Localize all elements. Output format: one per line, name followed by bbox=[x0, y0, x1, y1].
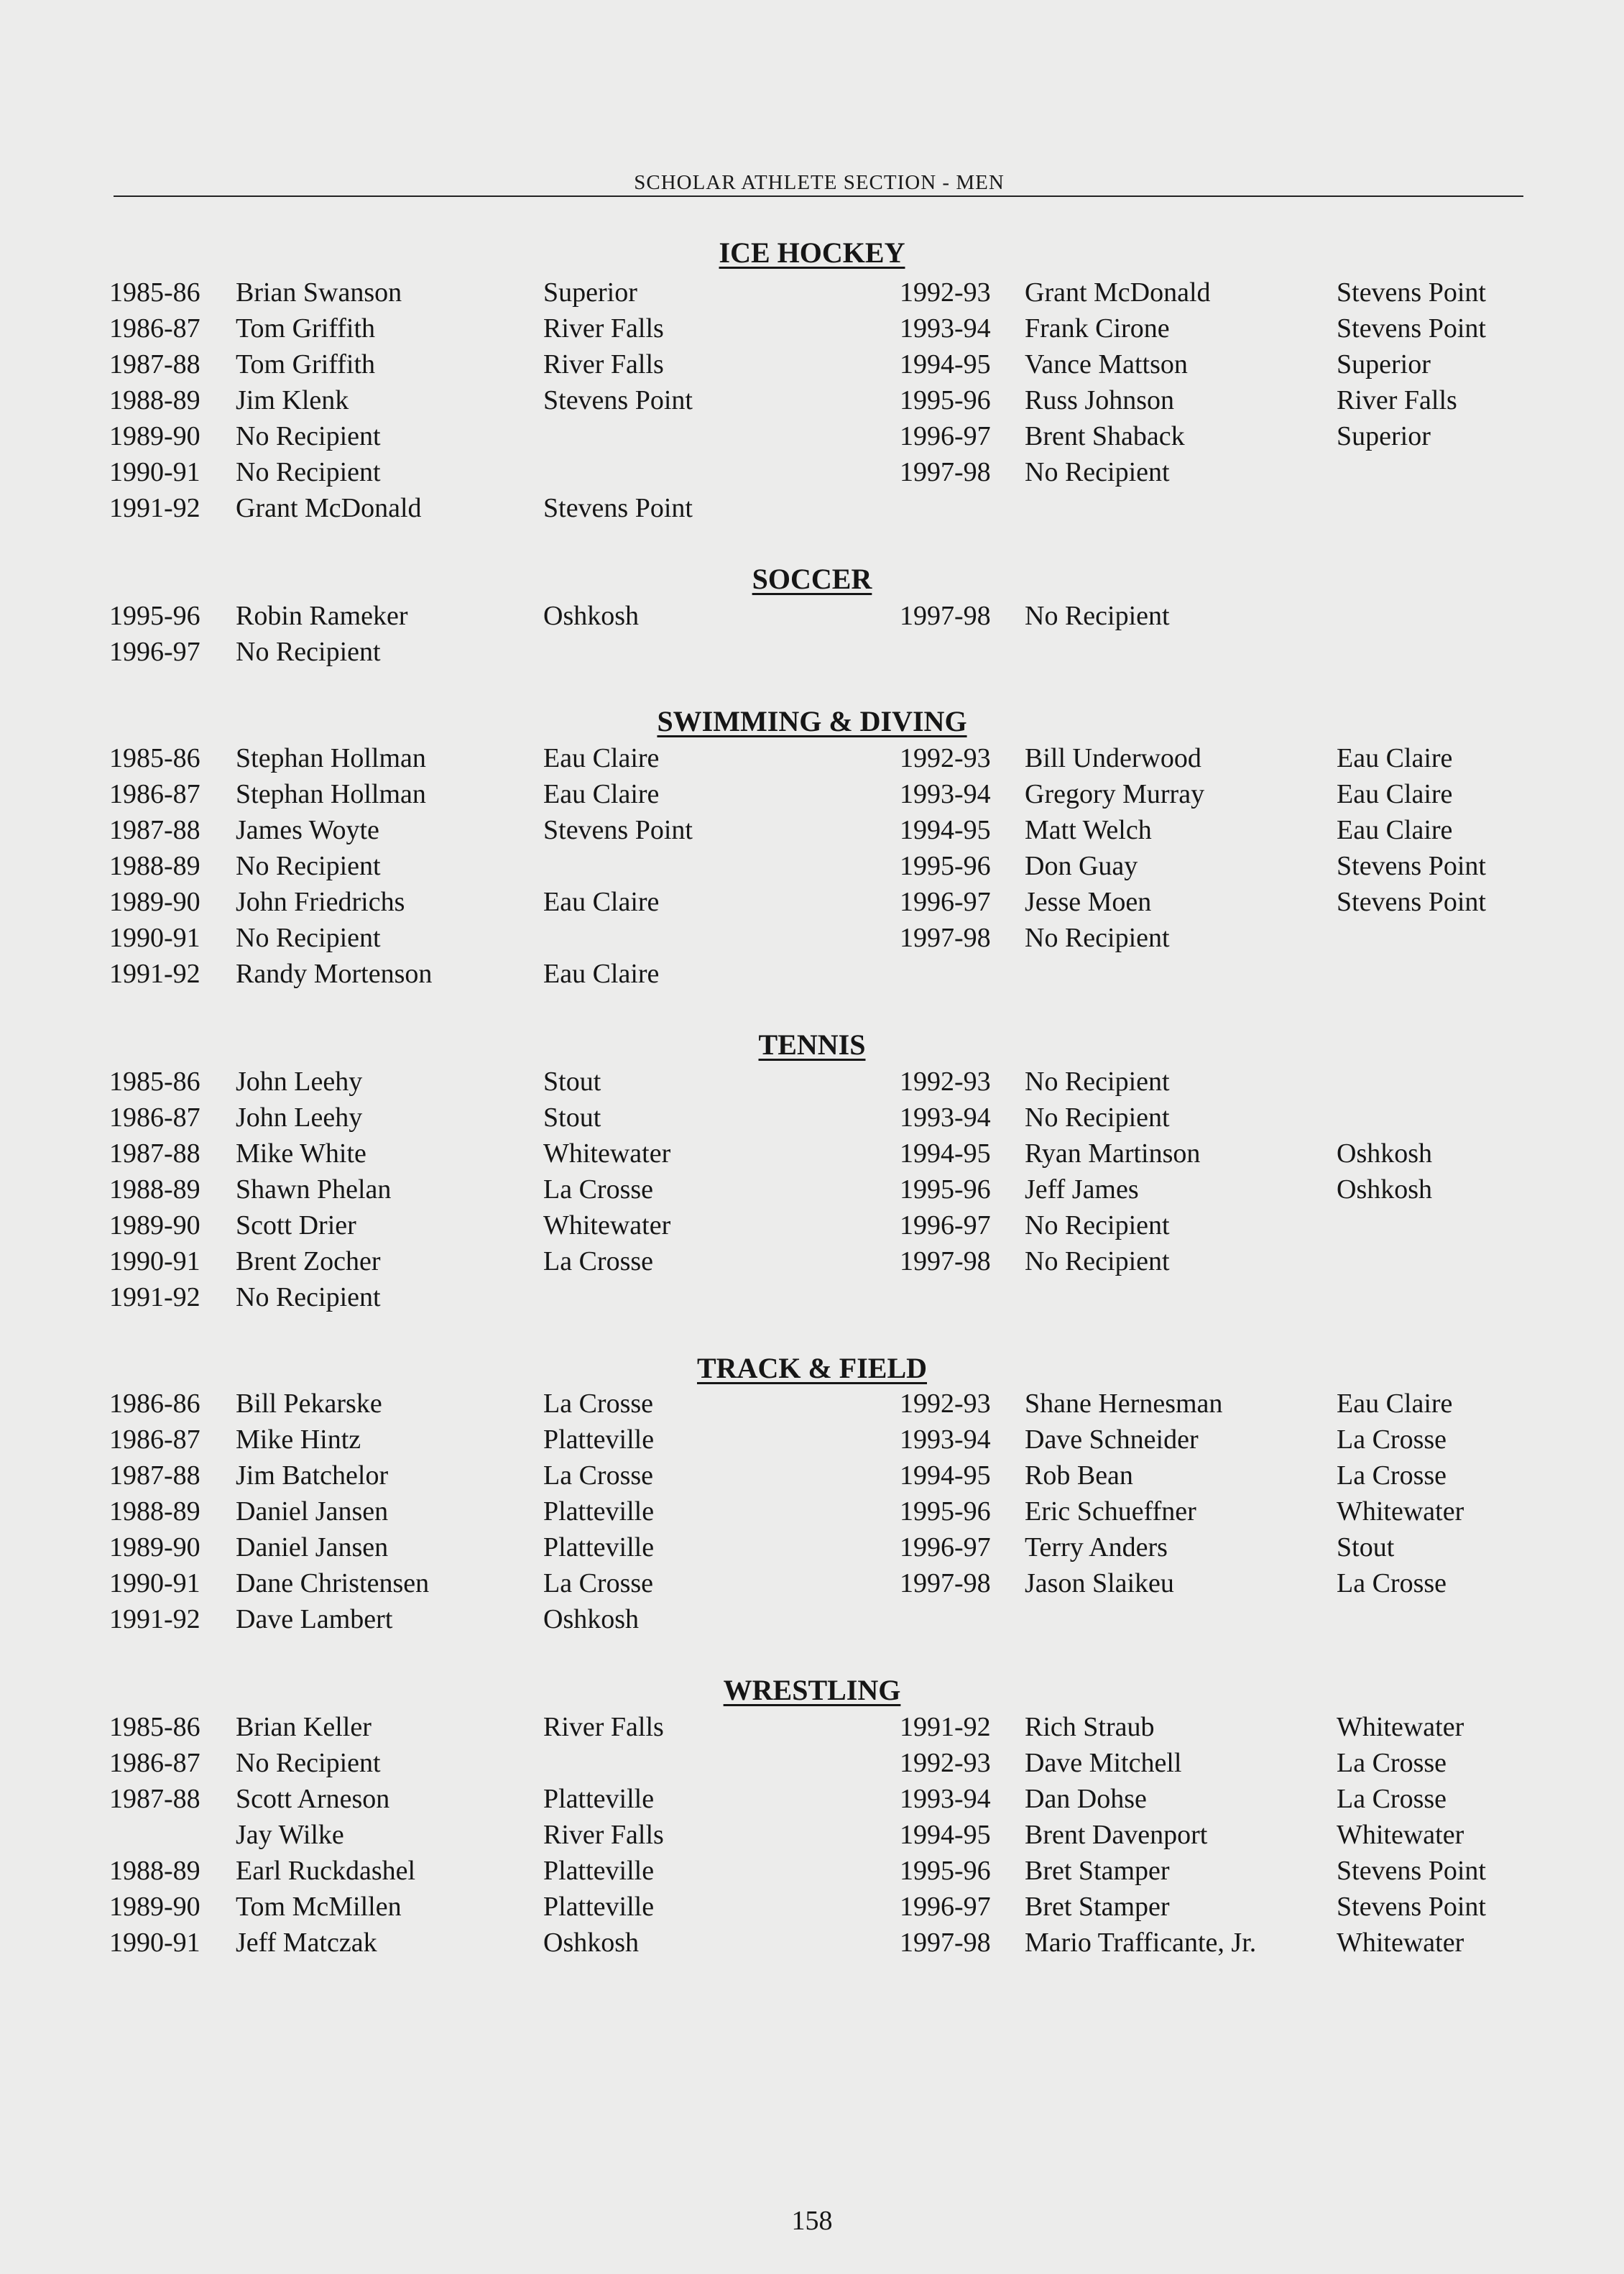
award-school: Oshkosh bbox=[1337, 1138, 1433, 1169]
award-name: Matt Welch bbox=[1025, 815, 1152, 845]
award-name: John Leehy bbox=[236, 1103, 363, 1133]
section-title-swimming-diving: SWIMMING & DIVING bbox=[657, 705, 967, 737]
award-name: Rob Bean bbox=[1025, 1460, 1133, 1491]
award-school: River Falls bbox=[543, 349, 664, 379]
award-year: 1995-96 bbox=[900, 1174, 991, 1205]
award-year: 1988-89 bbox=[109, 1496, 200, 1527]
award-name: Grant McDonald bbox=[1025, 277, 1211, 308]
award-year: 1988-89 bbox=[109, 851, 200, 881]
award-year: 1992-93 bbox=[900, 1067, 991, 1097]
section-title-soccer: SOCCER bbox=[752, 563, 872, 595]
award-year: 1994-95 bbox=[900, 815, 991, 845]
award-year: 1994-95 bbox=[900, 349, 991, 379]
section-title-track-field: TRACK & FIELD bbox=[696, 1352, 928, 1384]
award-school: Platteville bbox=[543, 1424, 655, 1455]
award-name: Dave Lambert bbox=[236, 1604, 393, 1634]
award-name: No Recipient bbox=[236, 851, 381, 881]
award-school: River Falls bbox=[543, 1820, 664, 1850]
award-year: 1988-89 bbox=[109, 385, 200, 415]
award-year: 1997-98 bbox=[900, 601, 991, 631]
award-school: Stout bbox=[1337, 1532, 1395, 1562]
award-year: 1993-94 bbox=[900, 779, 991, 809]
award-name: Shane Hernesman bbox=[1025, 1389, 1223, 1419]
award-name: No Recipient bbox=[1025, 923, 1170, 953]
header-rule bbox=[114, 195, 1523, 197]
award-year: 1990-91 bbox=[109, 457, 200, 487]
award-school: Stout bbox=[543, 1103, 601, 1133]
award-year: 1985-86 bbox=[109, 743, 200, 773]
award-year: 1996-97 bbox=[900, 421, 991, 451]
award-name: No Recipient bbox=[236, 1748, 381, 1778]
award-year: 1987-88 bbox=[109, 1460, 200, 1491]
award-school: Whitewater bbox=[543, 1210, 671, 1240]
award-name: Shawn Phelan bbox=[236, 1174, 392, 1205]
award-name: Brent Davenport bbox=[1025, 1820, 1208, 1850]
award-name: Tom Griffith bbox=[236, 349, 376, 379]
section-title-tennis: TENNIS bbox=[758, 1028, 866, 1061]
award-year: 1987-88 bbox=[109, 1138, 200, 1169]
award-school: Stevens Point bbox=[543, 815, 693, 845]
award-name: Brian Keller bbox=[236, 1712, 372, 1742]
award-school: Stevens Point bbox=[1337, 313, 1486, 344]
award-school: Platteville bbox=[543, 1892, 655, 1922]
award-year: 1993-94 bbox=[900, 313, 991, 344]
award-year: 1995-96 bbox=[900, 851, 991, 881]
award-year: 1996-97 bbox=[900, 1210, 991, 1240]
award-school: La Crosse bbox=[543, 1568, 654, 1598]
award-year: 1993-94 bbox=[900, 1784, 991, 1814]
award-name: Vance Mattson bbox=[1025, 349, 1188, 379]
award-name: Terry Anders bbox=[1025, 1532, 1168, 1562]
award-name: Scott Arneson bbox=[236, 1784, 390, 1814]
award-year: 1997-98 bbox=[900, 1246, 991, 1276]
award-year: 1989-90 bbox=[109, 1892, 200, 1922]
award-year: 1991-92 bbox=[109, 959, 200, 989]
award-name: Mike Hintz bbox=[236, 1424, 361, 1455]
award-school: Superior bbox=[1337, 349, 1431, 379]
award-year: 1986-87 bbox=[109, 313, 200, 344]
award-school: River Falls bbox=[543, 1712, 664, 1742]
award-school: Oshkosh bbox=[543, 1604, 640, 1634]
award-name: Dave Mitchell bbox=[1025, 1748, 1182, 1778]
award-year: 1994-95 bbox=[900, 1460, 991, 1491]
award-school: Eau Claire bbox=[1337, 743, 1453, 773]
award-year: 1990-91 bbox=[109, 1928, 200, 1958]
award-year: 1995-96 bbox=[900, 1496, 991, 1527]
award-school: Stevens Point bbox=[543, 493, 693, 523]
award-school: Eau Claire bbox=[1337, 779, 1453, 809]
award-name: Dave Schneider bbox=[1025, 1424, 1199, 1455]
award-school: River Falls bbox=[1337, 385, 1457, 415]
award-year: 1991-92 bbox=[109, 1282, 200, 1312]
award-school: Eau Claire bbox=[543, 779, 660, 809]
award-name: Mike White bbox=[236, 1138, 366, 1169]
award-school: Platteville bbox=[543, 1496, 655, 1527]
award-year: 1991-92 bbox=[109, 1604, 200, 1634]
award-name: No Recipient bbox=[236, 421, 381, 451]
award-year: 1989-90 bbox=[109, 887, 200, 917]
running-head: SCHOLAR ATHLETE SECTION - MEN bbox=[634, 171, 1005, 194]
award-year: 1988-89 bbox=[109, 1174, 200, 1205]
award-school: Superior bbox=[1337, 421, 1431, 451]
award-name: Bill Pekarske bbox=[236, 1389, 382, 1419]
award-school: La Crosse bbox=[1337, 1568, 1447, 1598]
award-year: 1996-97 bbox=[109, 637, 200, 667]
award-name: Brent Shaback bbox=[1025, 421, 1185, 451]
award-name: Brent Zocher bbox=[236, 1246, 381, 1276]
award-school: Platteville bbox=[543, 1532, 655, 1562]
award-year: 1989-90 bbox=[109, 1532, 200, 1562]
award-school: La Crosse bbox=[1337, 1460, 1447, 1491]
award-year: 1995-96 bbox=[900, 1856, 991, 1886]
award-name: No Recipient bbox=[236, 923, 381, 953]
award-year: 1986-87 bbox=[109, 1748, 200, 1778]
award-name: Dane Christensen bbox=[236, 1568, 430, 1598]
award-school: Stevens Point bbox=[1337, 887, 1486, 917]
award-name: Russ Johnson bbox=[1025, 385, 1174, 415]
award-school: Oshkosh bbox=[543, 1928, 640, 1958]
award-year: 1987-88 bbox=[109, 349, 200, 379]
award-name: Gregory Murray bbox=[1025, 779, 1205, 809]
award-name: Eric Schueffner bbox=[1025, 1496, 1196, 1527]
award-year: 1986-87 bbox=[109, 1103, 200, 1133]
award-school: La Crosse bbox=[543, 1460, 654, 1491]
award-name: Jeff Matczak bbox=[236, 1928, 377, 1958]
award-year: 1994-95 bbox=[900, 1138, 991, 1169]
award-name: Stephan Hollman bbox=[236, 779, 426, 809]
award-school: Stevens Point bbox=[1337, 1856, 1486, 1886]
award-year: 1997-98 bbox=[900, 457, 991, 487]
award-name: Ryan Martinson bbox=[1025, 1138, 1201, 1169]
award-year: 1995-96 bbox=[900, 385, 991, 415]
award-school: Platteville bbox=[543, 1784, 655, 1814]
award-year: 1988-89 bbox=[109, 1856, 200, 1886]
award-name: Tom Griffith bbox=[236, 313, 376, 344]
award-name: No Recipient bbox=[1025, 601, 1170, 631]
award-name: Dan Dohse bbox=[1025, 1784, 1147, 1814]
award-school: La Crosse bbox=[543, 1246, 654, 1276]
award-year: 1997-98 bbox=[900, 923, 991, 953]
award-name: No Recipient bbox=[236, 457, 381, 487]
award-year: 1986-87 bbox=[109, 1424, 200, 1455]
award-school: Whitewater bbox=[543, 1138, 671, 1169]
award-school: Oshkosh bbox=[543, 601, 640, 631]
award-school: La Crosse bbox=[543, 1389, 654, 1419]
award-school: Oshkosh bbox=[1337, 1174, 1433, 1205]
award-year: 1986-86 bbox=[109, 1389, 200, 1419]
award-school: Stevens Point bbox=[543, 385, 693, 415]
award-year: 1994-95 bbox=[900, 1820, 991, 1850]
award-school: Eau Claire bbox=[1337, 815, 1453, 845]
award-year: 1996-97 bbox=[900, 887, 991, 917]
award-year: 1985-86 bbox=[109, 277, 200, 308]
award-school: Stevens Point bbox=[1337, 1892, 1486, 1922]
award-name: Tom McMillen bbox=[236, 1892, 402, 1922]
award-name: Mario Trafficante, Jr. bbox=[1025, 1928, 1257, 1958]
award-year: 1990-91 bbox=[109, 1246, 200, 1276]
section-title-ice-hockey: ICE HOCKEY bbox=[719, 236, 905, 269]
award-name: Stephan Hollman bbox=[236, 743, 426, 773]
award-year: 1985-86 bbox=[109, 1712, 200, 1742]
award-name: Jason Slaikeu bbox=[1025, 1568, 1174, 1598]
award-year: 1996-97 bbox=[900, 1532, 991, 1562]
award-name: Daniel Jansen bbox=[236, 1532, 389, 1562]
award-name: Rich Straub bbox=[1025, 1712, 1155, 1742]
award-year: 1991-92 bbox=[109, 493, 200, 523]
award-name: Robin Rameker bbox=[236, 601, 408, 631]
award-school: Superior bbox=[543, 277, 637, 308]
award-name: No Recipient bbox=[1025, 1210, 1170, 1240]
award-year: 1990-91 bbox=[109, 923, 200, 953]
award-name: John Leehy bbox=[236, 1067, 363, 1097]
award-name: Don Guay bbox=[1025, 851, 1138, 881]
award-year: 1990-91 bbox=[109, 1568, 200, 1598]
award-school: La Crosse bbox=[1337, 1424, 1447, 1455]
award-name: No Recipient bbox=[1025, 1246, 1170, 1276]
award-name: John Friedrichs bbox=[236, 887, 405, 917]
award-school: Platteville bbox=[543, 1856, 655, 1886]
award-year: 1985-86 bbox=[109, 1067, 200, 1097]
award-name: Bret Stamper bbox=[1025, 1892, 1170, 1922]
award-name: Scott Drier bbox=[236, 1210, 356, 1240]
award-year: 1993-94 bbox=[900, 1424, 991, 1455]
award-year: 1993-94 bbox=[900, 1103, 991, 1133]
award-school: Stevens Point bbox=[1337, 277, 1486, 308]
award-year: 1987-88 bbox=[109, 815, 200, 845]
award-school: Eau Claire bbox=[543, 887, 660, 917]
page-number: 158 bbox=[791, 2206, 833, 2236]
award-name: Jim Klenk bbox=[236, 385, 349, 415]
award-name: James Woyte bbox=[236, 815, 379, 845]
award-school: Whitewater bbox=[1337, 1928, 1464, 1958]
award-name: Jesse Moen bbox=[1025, 887, 1152, 917]
award-school: Eau Claire bbox=[1337, 1389, 1453, 1419]
award-name: No Recipient bbox=[1025, 1103, 1170, 1133]
award-year: 1992-93 bbox=[900, 743, 991, 773]
award-year: 1989-90 bbox=[109, 421, 200, 451]
award-year: 1995-96 bbox=[109, 601, 200, 631]
award-school: Stevens Point bbox=[1337, 851, 1486, 881]
award-year: 1991-92 bbox=[900, 1712, 991, 1742]
award-name: Bret Stamper bbox=[1025, 1856, 1170, 1886]
award-year: 1997-98 bbox=[900, 1928, 991, 1958]
award-year: 1987-88 bbox=[109, 1784, 200, 1814]
award-year: 1986-87 bbox=[109, 779, 200, 809]
award-name: Jeff James bbox=[1025, 1174, 1139, 1205]
award-school: Whitewater bbox=[1337, 1496, 1464, 1527]
award-name: Bill Underwood bbox=[1025, 743, 1201, 773]
award-school: La Crosse bbox=[1337, 1748, 1447, 1778]
award-school: Whitewater bbox=[1337, 1820, 1464, 1850]
award-school: La Crosse bbox=[1337, 1784, 1447, 1814]
award-name: No Recipient bbox=[1025, 457, 1170, 487]
award-school: Whitewater bbox=[1337, 1712, 1464, 1742]
award-school: Stout bbox=[543, 1067, 601, 1097]
section-title-wrestling: WRESTLING bbox=[723, 1674, 901, 1706]
award-school: River Falls bbox=[543, 313, 664, 344]
award-name: Jay Wilke bbox=[236, 1820, 344, 1850]
award-school: Eau Claire bbox=[543, 743, 660, 773]
award-year: 1996-97 bbox=[900, 1892, 991, 1922]
award-name: No Recipient bbox=[236, 1282, 381, 1312]
award-year: 1989-90 bbox=[109, 1210, 200, 1240]
award-year: 1992-93 bbox=[900, 277, 991, 308]
award-school: Eau Claire bbox=[543, 959, 660, 989]
award-name: No Recipient bbox=[236, 637, 381, 667]
award-school: La Crosse bbox=[543, 1174, 654, 1205]
award-name: No Recipient bbox=[1025, 1067, 1170, 1097]
award-year: 1992-93 bbox=[900, 1748, 991, 1778]
award-name: Earl Ruckdashel bbox=[236, 1856, 416, 1886]
award-name: Daniel Jansen bbox=[236, 1496, 389, 1527]
award-year: 1997-98 bbox=[900, 1568, 991, 1598]
award-name: Brian Swanson bbox=[236, 277, 402, 308]
award-name: Grant McDonald bbox=[236, 493, 422, 523]
award-name: Randy Mortenson bbox=[236, 959, 433, 989]
award-name: Frank Cirone bbox=[1025, 313, 1170, 344]
award-name: Jim Batchelor bbox=[236, 1460, 389, 1491]
award-year: 1992-93 bbox=[900, 1389, 991, 1419]
